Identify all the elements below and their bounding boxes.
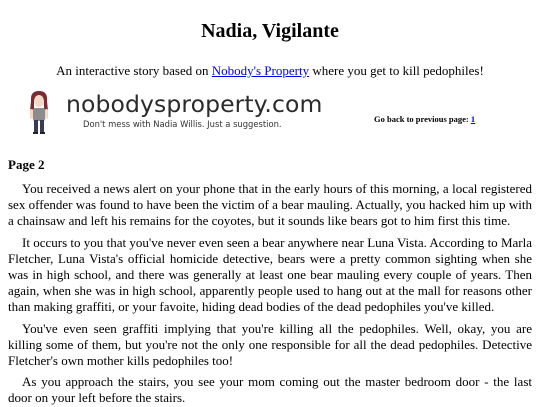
subtitle-text-after: where you get to kill pedophiles! bbox=[309, 63, 484, 78]
story-paragraph: As you approach the stairs, you see your mom coming out the master bedroom door - the last door on your left before the stairs. bbox=[8, 374, 532, 406]
back-to-previous-page bbox=[374, 114, 475, 124]
subtitle bbox=[8, 43, 532, 79]
story-paragraph: You received a news alert on your phone that in the early hours of this morning, a local registered sex offender was found to have been the victim of a bear mauling. Actually, you hacked him up with a chainsaw and left his remains for the coyotes, but it sounds like bears got to him first this time. bbox=[8, 181, 532, 229]
story-paragraph: It occurs to you that you've never even seen a bear anywhere near Luna Vista. According to Marla Fletcher, Luna Vista's official homicide detective, bears were a pretty common sighting when she was in high school, and there was generally at least one bear mauling every couple of years. Then again, when she was in high school, apparently people used to hang out at the mall for reasons other than making graffiti, or your favoite, hiding dead bodies of the dead pedophiles you've killed. bbox=[8, 234, 532, 315]
back-label: Go back to previous page: bbox=[374, 114, 471, 124]
page bbox=[8, 0, 532, 407]
banner bbox=[8, 89, 532, 147]
page-title: Nadia, Vigilante bbox=[201, 20, 339, 42]
story-paragraph: You've even seen graffiti implying that you're killing all the pedophiles. Well, okay, you are killing some of them, but you're not the only one responsible for all the dead pedophiles. Detective Fletcher's own mother kills pedophiles too! bbox=[8, 320, 532, 369]
subtitle-text-before: An interactive story based on bbox=[56, 63, 212, 78]
nobodys-property-link[interactable]: Nobody's Property bbox=[211, 63, 310, 78]
story-body bbox=[8, 181, 532, 407]
logo-tagline: Don't mess with Nadia Willis. Just a suggestion. bbox=[83, 119, 282, 129]
previous-page-link[interactable]: 1 bbox=[470, 114, 476, 124]
logo-text: nobodysproperty.com bbox=[66, 90, 323, 118]
girl-figure-icon bbox=[24, 89, 54, 135]
page-heading: Page 2 bbox=[8, 157, 45, 172]
